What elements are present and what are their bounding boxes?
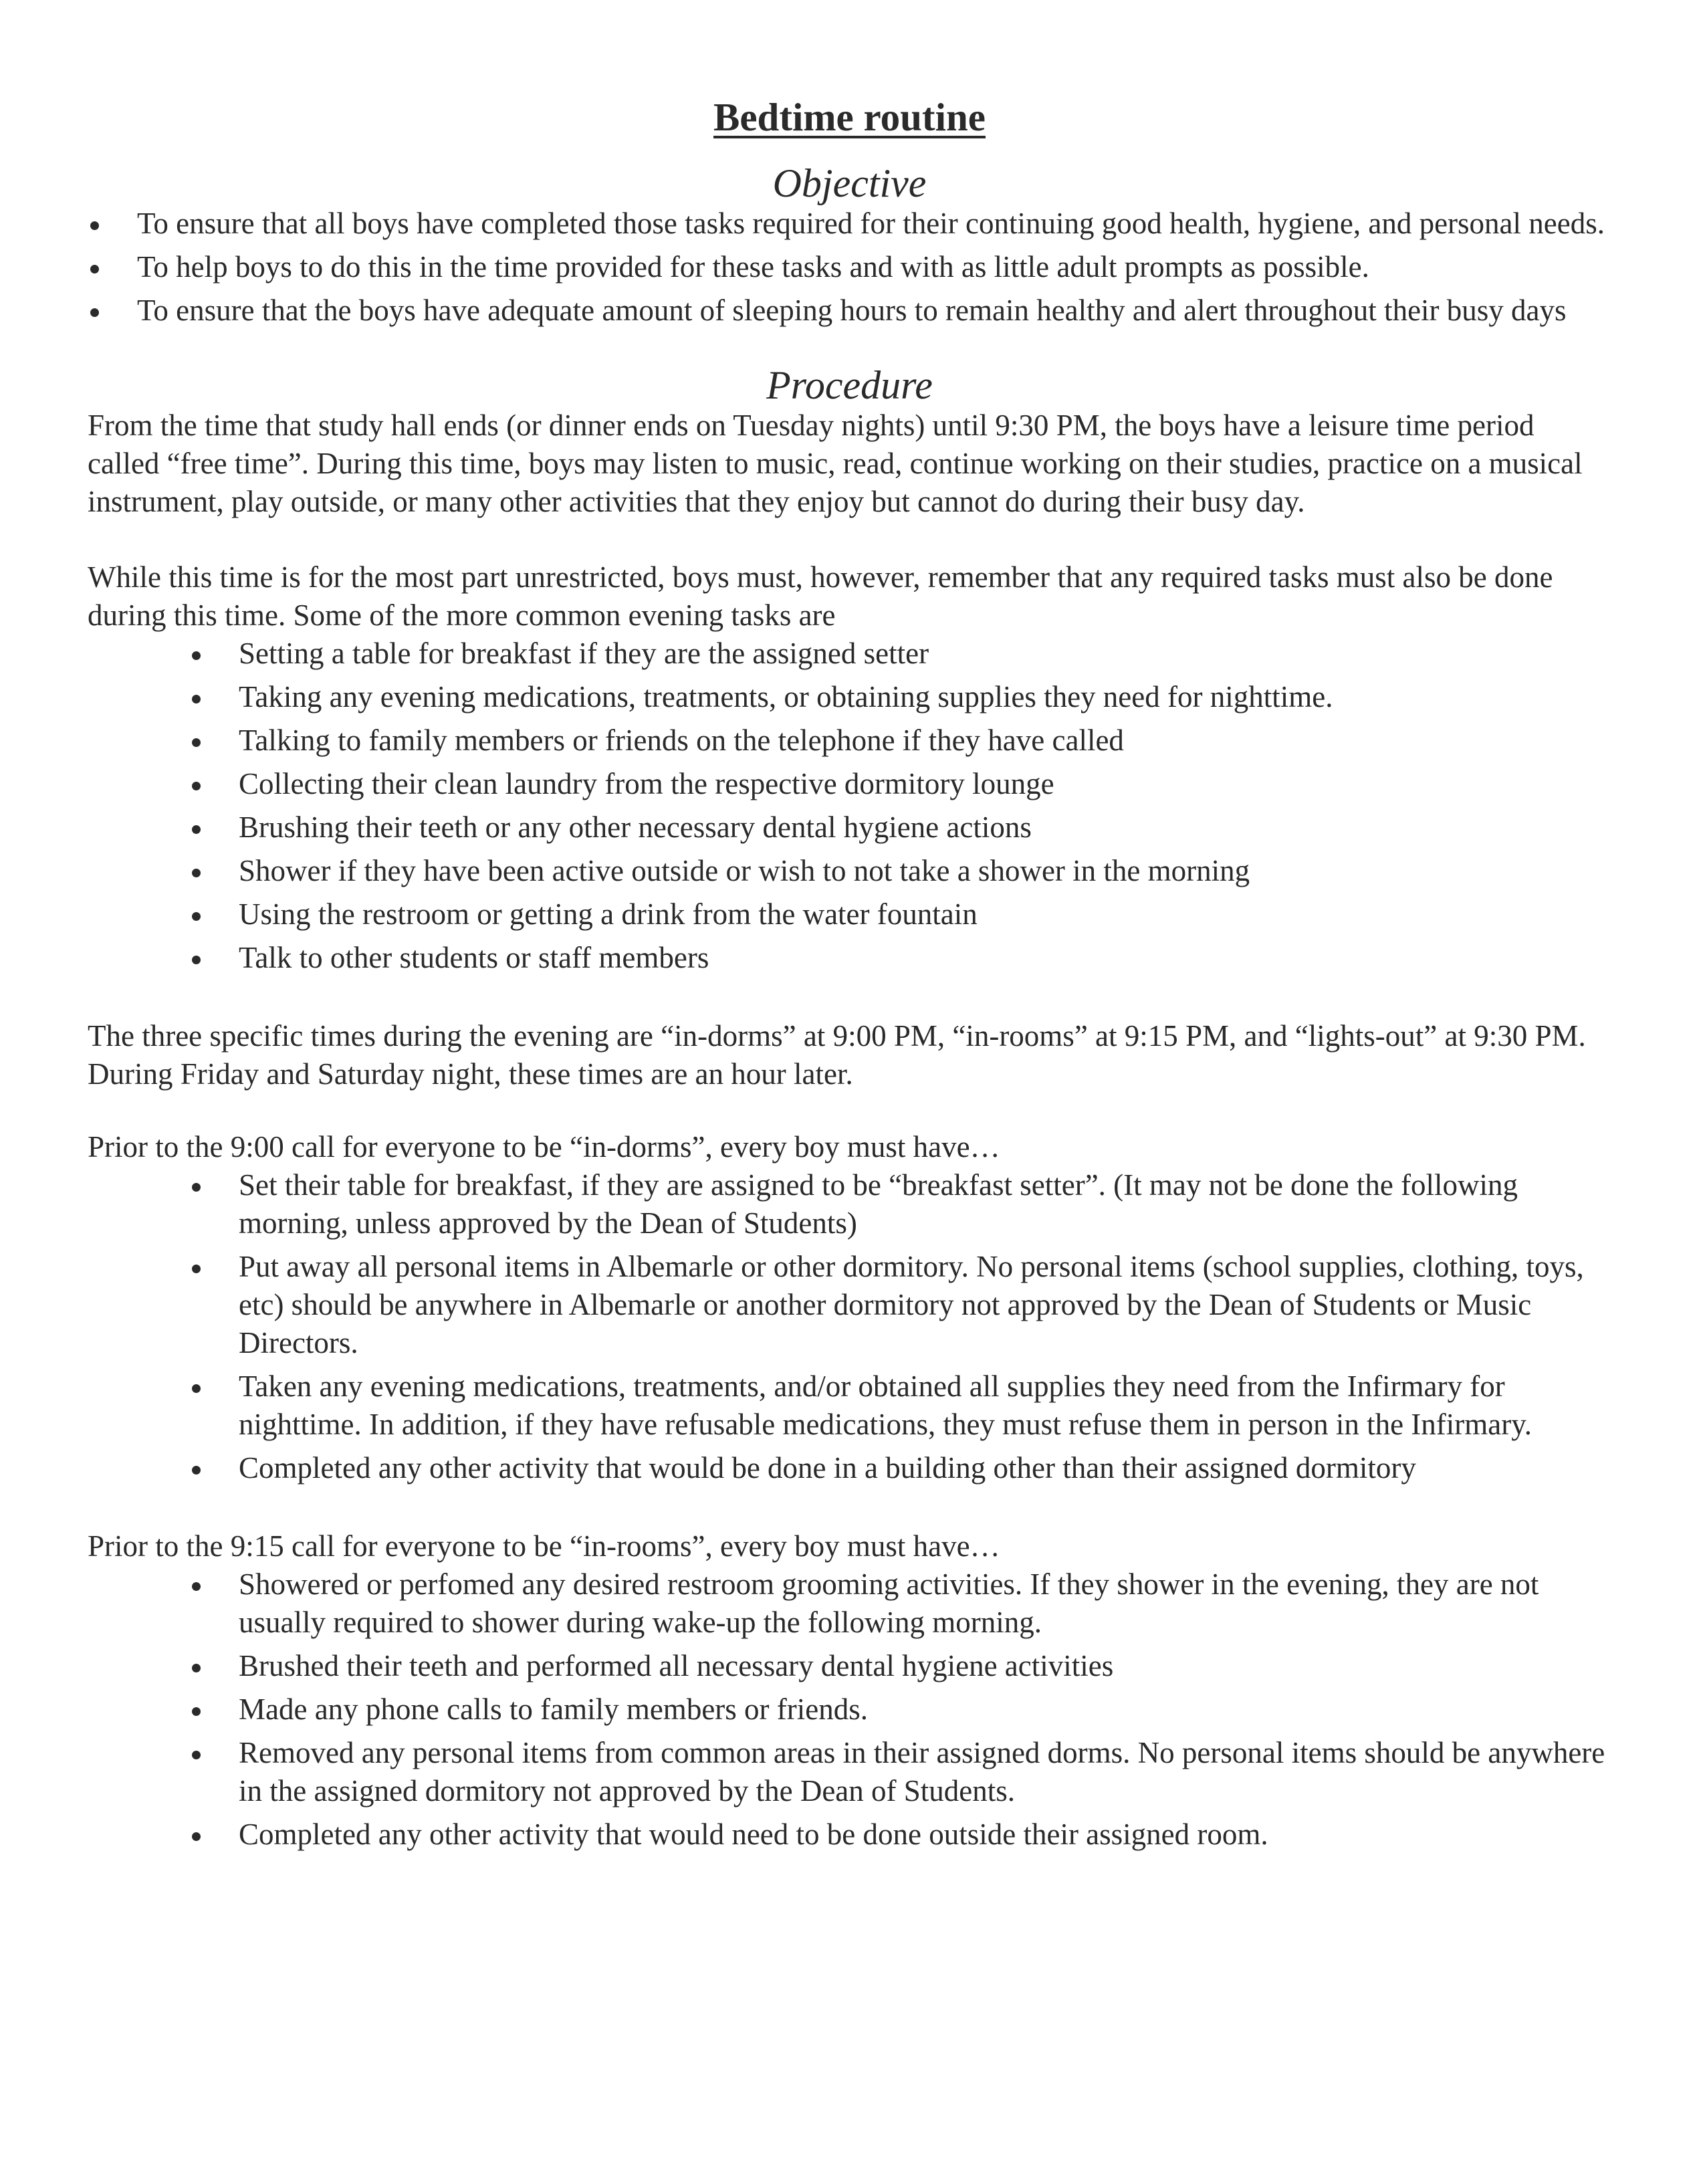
- task-item-text: Talk to other students or staff members: [239, 940, 709, 974]
- in-rooms-item: [88, 1647, 1611, 1685]
- in-dorms-item: [88, 1248, 1611, 1362]
- objective-item: [88, 248, 1611, 286]
- task-item-text: Taking any evening medications, treatments, or obtaining supplies they need for nighttime.: [239, 679, 1333, 714]
- in-rooms-item: [88, 1734, 1611, 1810]
- in-dorms-item-text: Completed any other activity that would be done in a building other than their assigned dormitory: [239, 1450, 1416, 1485]
- task-item: [88, 678, 1611, 716]
- spacer: [88, 982, 1611, 1017]
- in-dorms-item: [88, 1368, 1611, 1444]
- objective-item-text: To help boys to do this in the time provided for these tasks and with as little adult prompts as possible.: [137, 249, 1369, 284]
- objective-item-text: To ensure that all boys have completed those tasks required for their continuing good health, hygiene, and personal needs.: [137, 206, 1605, 240]
- bullet-icon: [192, 869, 201, 877]
- task-item: [88, 635, 1611, 673]
- bullet-icon: [192, 1751, 201, 1759]
- bullet-icon: [192, 651, 201, 660]
- bullet-icon: [192, 1832, 201, 1841]
- in-rooms-item-text: Showered or perfomed any desired restroom grooming activities. If they shower in the evening, they are not usually required to shower during wake-up the following morning.: [239, 1567, 1539, 1639]
- in-dorms-item: [88, 1449, 1611, 1487]
- task-item-text: Shower if they have been active outside or wish to not take a shower in the morning: [239, 853, 1250, 887]
- bullet-icon: [192, 1582, 201, 1591]
- objective-item: [88, 292, 1611, 330]
- bullet-icon: [90, 308, 99, 317]
- bullet-icon: [192, 1466, 201, 1475]
- in-rooms-item-text: Removed any personal items from common areas in their assigned dorms. No personal items should be anywhere in the assigned dormitory not approved by the Dean of Students.: [239, 1735, 1605, 1808]
- procedure-heading: Procedure: [766, 362, 933, 407]
- task-item: [88, 722, 1611, 760]
- task-item: [88, 939, 1611, 977]
- spacer: [88, 1093, 1611, 1128]
- in-rooms-item: [88, 1816, 1611, 1854]
- in-rooms-item: [88, 1690, 1611, 1729]
- bullet-icon: [192, 1265, 201, 1273]
- task-item: [88, 852, 1611, 890]
- in-dorms-list: [88, 1166, 1611, 1487]
- in-rooms-item-text: Brushed their teeth and performed all necessary dental hygiene activities: [239, 1648, 1114, 1682]
- spacer: [88, 521, 1611, 558]
- task-item-text: Brushing their teeth or any other necessary dental hygiene actions: [239, 810, 1032, 844]
- bullet-icon: [192, 1707, 201, 1716]
- in-dorms-item-text: Set their table for breakfast, if they are assigned to be “breakfast setter”. (It may not be done the following morning, unless approved by the Dean of Students): [239, 1168, 1518, 1240]
- bullet-icon: [192, 695, 201, 703]
- in-rooms-item: [88, 1565, 1611, 1642]
- bullet-icon: [192, 956, 201, 964]
- task-item-text: Collecting their clean laundry from the respective dormitory lounge: [239, 766, 1054, 800]
- bullet-icon: [192, 1384, 201, 1393]
- task-item: [88, 808, 1611, 847]
- in-rooms-intro: Prior to the 9:15 call for everyone to be “in-rooms”, every boy must have…: [88, 1529, 1000, 1563]
- task-item-text: Setting a table for breakfast if they are the assigned setter: [239, 636, 929, 670]
- task-item-text: Using the restroom or getting a drink from the water fountain: [239, 897, 978, 931]
- bullet-icon: [192, 1664, 201, 1672]
- in-dorms-item-text: Taken any evening medications, treatments, and/or obtained all supplies they need from the Infirmary for nighttime. In addition, if they have refusable medications, they must refuse them in person in the Infirmary.: [239, 1369, 1532, 1441]
- in-rooms-list: [88, 1565, 1611, 1854]
- bullet-icon: [192, 825, 201, 834]
- free-time-paragraph: From the time that study hall ends (or dinner ends on Tuesday nights) until 9:30 PM, the boys have a leisure time period called “free time”. During this time, boys may listen to music, read, continue working on their studies, practice on a musical instrument, play outside, or many other activities that they enjoy but cannot do during their busy day.: [88, 408, 1583, 518]
- bullet-icon: [90, 265, 99, 274]
- bullet-icon: [192, 782, 201, 790]
- document-title: Bedtime routine: [713, 95, 986, 139]
- times-paragraph: The three specific times during the evening are “in-dorms” at 9:00 PM, “in-rooms” at 9:15 PM, and “lights-out” at 9:30 PM. During Friday and Saturday night, these times are an hour later.: [88, 1018, 1586, 1091]
- task-item-text: Talking to family members or friends on the telephone if they have called: [239, 723, 1124, 757]
- in-dorms-intro: Prior to the 9:00 call for everyone to be “in-dorms”, every boy must have…: [88, 1129, 1000, 1164]
- task-item: [88, 895, 1611, 934]
- bullet-icon: [192, 738, 201, 747]
- objective-heading: Objective: [772, 160, 927, 205]
- objective-item-text: To ensure that the boys have adequate amount of sleeping hours to remain healthy and alert throughout their busy days: [137, 293, 1567, 327]
- in-rooms-item-text: Completed any other activity that would need to be done outside their assigned room.: [239, 1817, 1268, 1851]
- in-dorms-item-text: Put away all personal items in Albemarle or other dormitory. No personal items (school supplies, clothing, toys, etc) should be anywhere in Albemarle or another dormitory not approved by the Dean of Students or Music Directors.: [239, 1249, 1584, 1359]
- bullet-icon: [90, 221, 99, 230]
- task-item: [88, 765, 1611, 803]
- tasks-intro-paragraph: While this time is for the most part unrestricted, boys must, however, remember that any required tasks must also be done during this time. Some of the more common evening tasks are: [88, 560, 1553, 632]
- objective-item: [88, 205, 1611, 243]
- evening-tasks-list: [88, 635, 1611, 977]
- in-dorms-item: [88, 1166, 1611, 1242]
- objective-list: [88, 205, 1611, 330]
- bullet-icon: [192, 912, 201, 921]
- bullet-icon: [192, 1183, 201, 1192]
- in-rooms-item-text: Made any phone calls to family members or friends.: [239, 1692, 868, 1726]
- spacer: [88, 1493, 1611, 1527]
